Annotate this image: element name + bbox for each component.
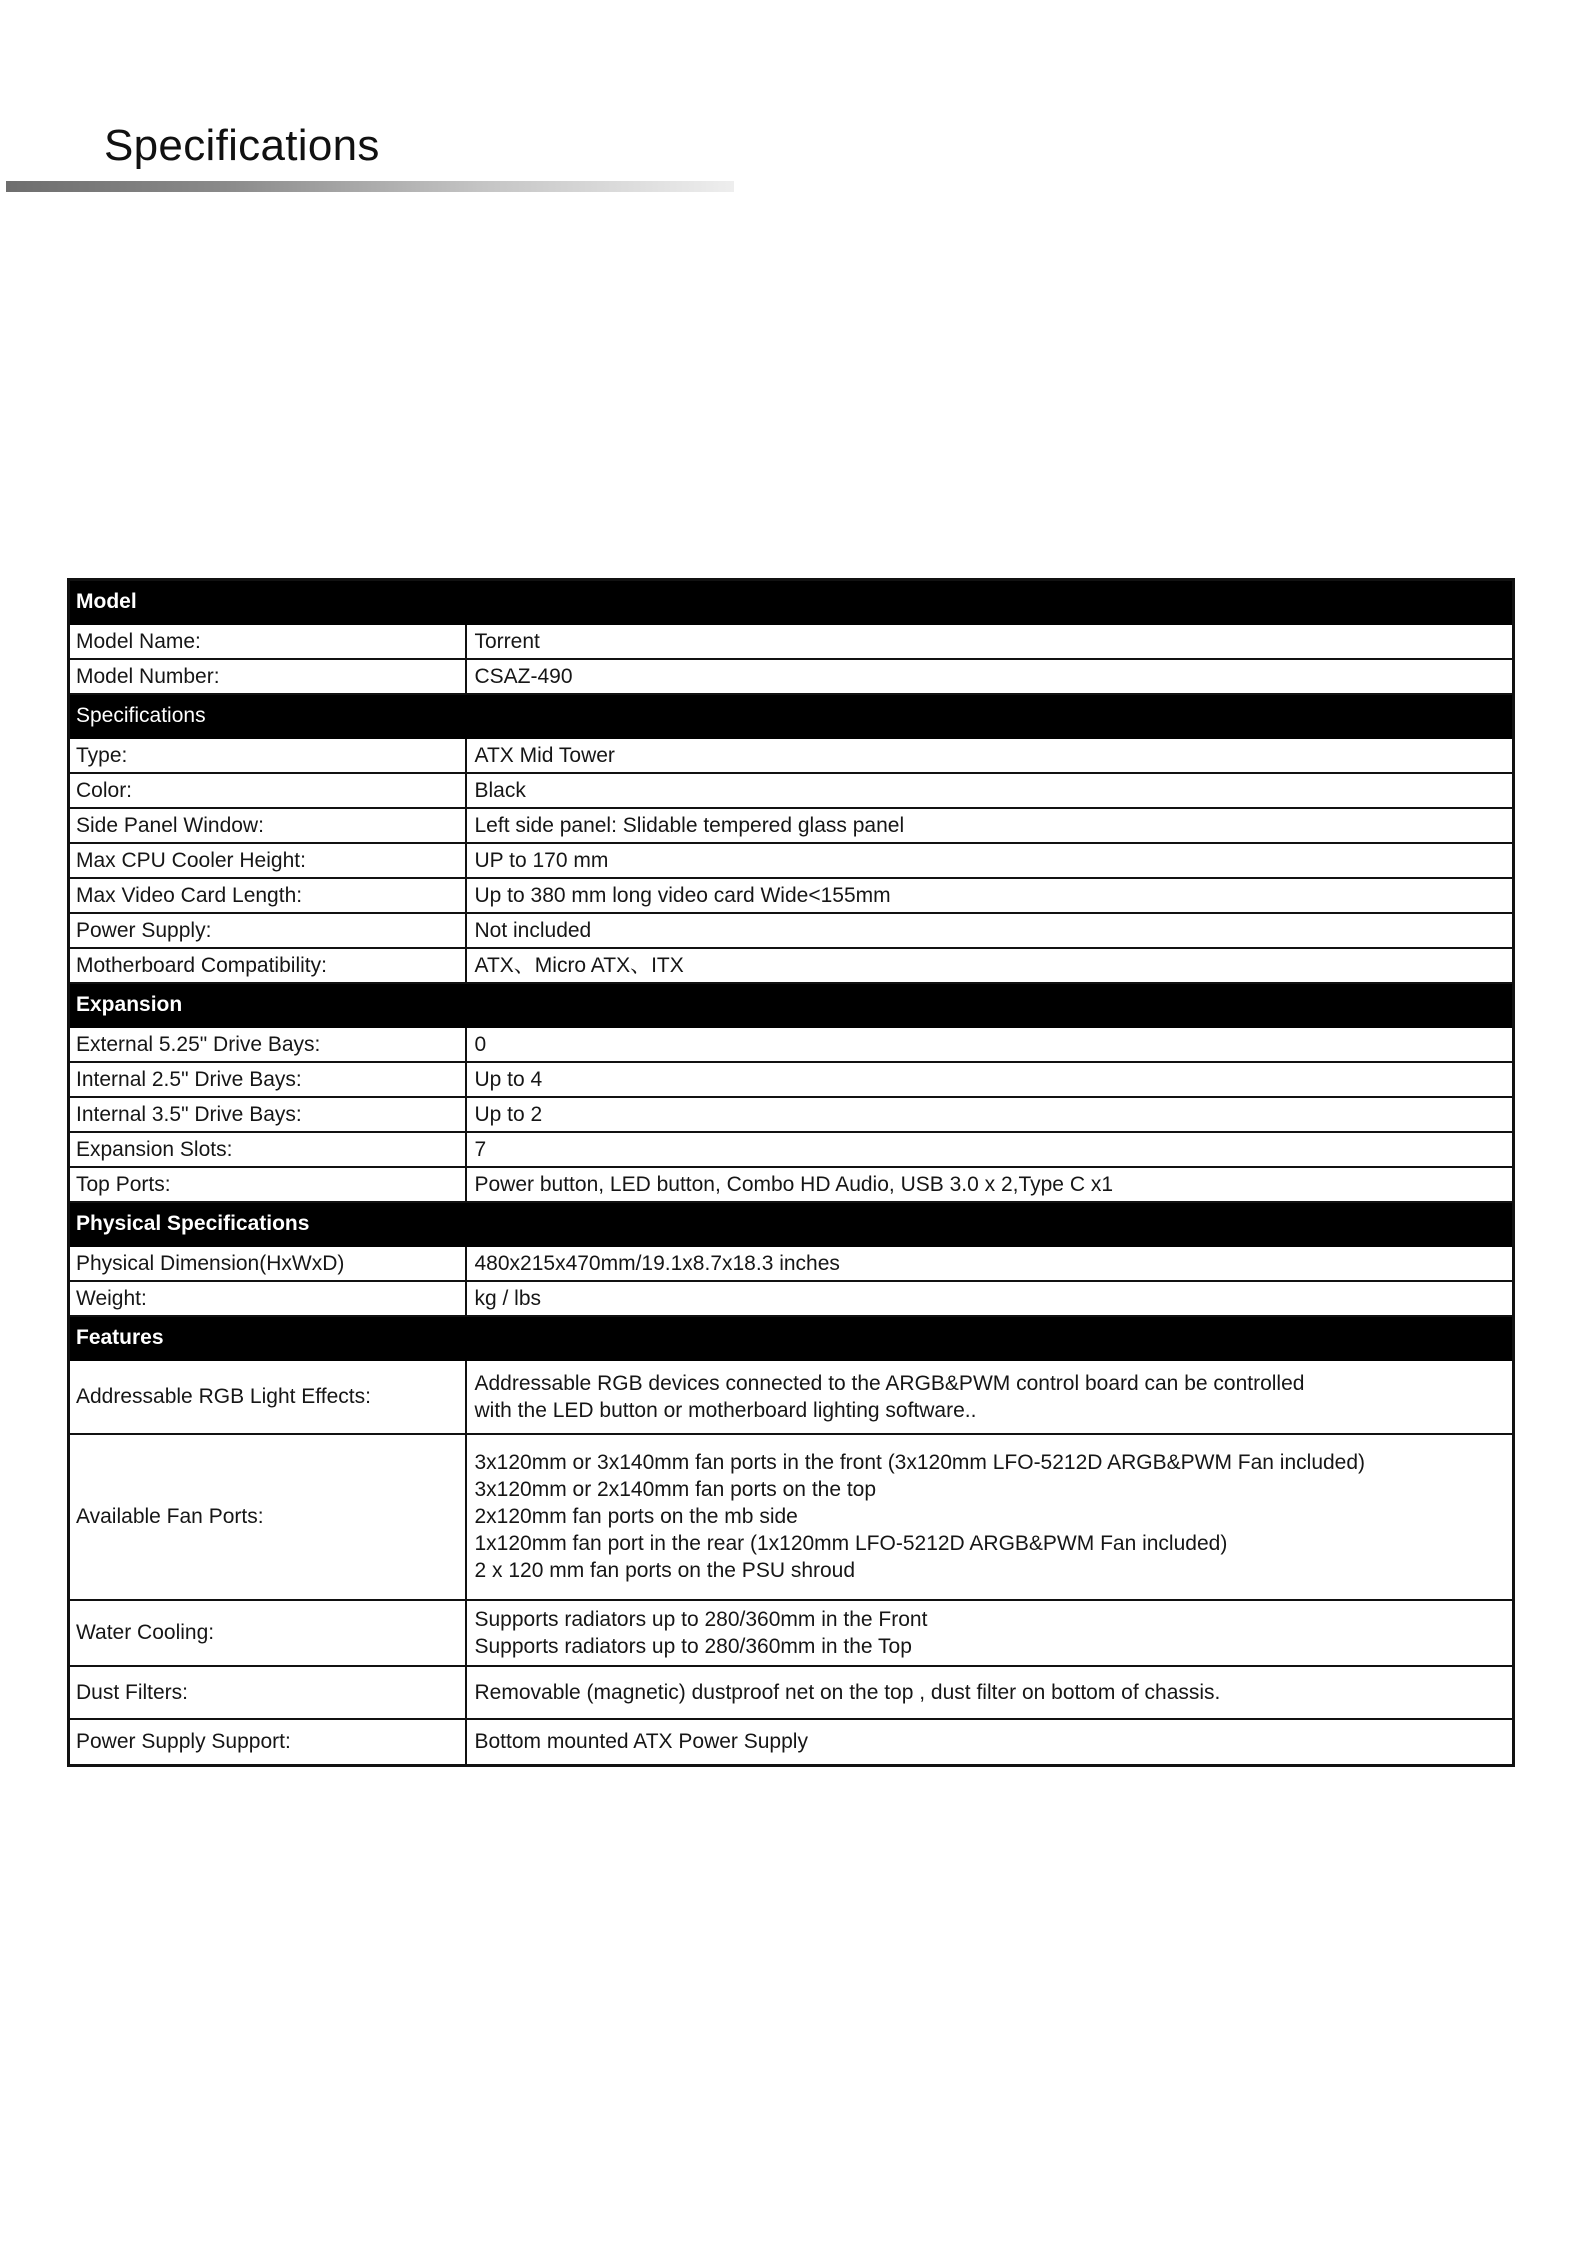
table-row [69, 1600, 1514, 1666]
table-row [69, 948, 1514, 983]
row-value: Up to 2 [466, 1097, 1514, 1132]
specifications-table [67, 578, 1515, 1767]
row-value: Bottom mounted ATX Power Supply [466, 1719, 1514, 1766]
row-value: Left side panel: Slidable tempered glass panel [466, 808, 1514, 843]
value-line: Addressable RGB devices connected to the ARGB&PWM control board can be controlled [474, 1371, 1305, 1395]
table-row [69, 1246, 1514, 1281]
row-label: Model Name: [69, 624, 466, 659]
section-header-physical-specifications [69, 1202, 1514, 1246]
row-value: ATX Mid Tower [466, 738, 1514, 773]
table-row [69, 624, 1514, 659]
row-label: Addressable RGB Light Effects: [69, 1360, 466, 1434]
row-value: Torrent [466, 624, 1514, 659]
row-value: 480x215x470mm/19.1x8.7x18.3 inches [466, 1246, 1514, 1281]
row-label: Power Supply Support: [69, 1719, 466, 1766]
row-label: Model Number: [69, 659, 466, 694]
table-row [69, 913, 1514, 948]
section-header-features [69, 1316, 1514, 1360]
row-value: UP to 170 mm [466, 843, 1514, 878]
row-label: Internal 3.5" Drive Bays: [69, 1097, 466, 1132]
row-value: Removable (magnetic) dustproof net on the top , dust filter on bottom of chassis. [466, 1666, 1514, 1719]
table-row [69, 1666, 1514, 1719]
row-label: Water Cooling: [69, 1600, 466, 1666]
table-row [69, 1027, 1514, 1062]
table-row [69, 1167, 1514, 1202]
row-label: Color: [69, 773, 466, 808]
table-row [69, 808, 1514, 843]
row-label: Max Video Card Length: [69, 878, 466, 913]
row-label: Power Supply: [69, 913, 466, 948]
value-line: 2x120mm fan ports on the mb side [474, 1505, 798, 1528]
table-row [69, 1132, 1514, 1167]
row-value: Black [466, 773, 1514, 808]
row-label: Side Panel Window: [69, 808, 466, 843]
row-label: Expansion Slots: [69, 1132, 466, 1167]
row-label: Internal 2.5" Drive Bays: [69, 1062, 466, 1097]
row-value: CSAZ-490 [466, 659, 1514, 694]
row-value [466, 1434, 1514, 1600]
page-title: Specifications [104, 121, 380, 170]
value-line: Supports radiators up to 280/360mm in the Top [474, 1634, 912, 1658]
row-value [466, 1360, 1514, 1434]
section-heading: Model [69, 580, 1514, 624]
section-heading: Physical Specifications [69, 1202, 1514, 1246]
row-label: Top Ports: [69, 1167, 466, 1202]
table-row [69, 1097, 1514, 1132]
section-header-expansion [69, 983, 1514, 1027]
row-value: Up to 4 [466, 1062, 1514, 1097]
row-value: Not included [466, 913, 1514, 948]
row-value [466, 1600, 1514, 1666]
row-value: 7 [466, 1132, 1514, 1167]
value-line: 1x120mm fan port in the rear (1x120mm LFO-5212D ARGB&PWM Fan included) [474, 1532, 1228, 1555]
table-row [69, 878, 1514, 913]
value-line: 2 x 120 mm fan ports on the PSU shroud [474, 1559, 856, 1582]
table-row [69, 738, 1514, 773]
row-value: Up to 380 mm long video card Wide<155mm [466, 878, 1514, 913]
row-label: Dust Filters: [69, 1666, 466, 1719]
table-row [69, 1719, 1514, 1766]
row-label: Motherboard Compatibility: [69, 948, 466, 983]
value-line: Supports radiators up to 280/360mm in the Front [474, 1607, 928, 1631]
table-row [69, 659, 1514, 694]
section-heading: Features [69, 1316, 1514, 1360]
section-header-specifications [69, 694, 1514, 738]
row-value: kg / lbs [466, 1281, 1514, 1316]
row-label: Physical Dimension(HxWxD) [69, 1246, 466, 1281]
row-value: Power button, LED button, Combo HD Audio, USB 3.0 x 2,Type C x1 [466, 1167, 1514, 1202]
row-label: Max CPU Cooler Height: [69, 843, 466, 878]
row-label: Type: [69, 738, 466, 773]
table-row [69, 1434, 1514, 1600]
row-value: ATX、Micro ATX、ITX [466, 948, 1514, 983]
table-row [69, 773, 1514, 808]
table-row [69, 843, 1514, 878]
title-underline-rule [6, 181, 734, 192]
row-label: External 5.25" Drive Bays: [69, 1027, 466, 1062]
row-label: Available Fan Ports: [69, 1434, 466, 1600]
table-row [69, 1062, 1514, 1097]
value-line: with the LED button or motherboard lighting software.. [474, 1398, 977, 1422]
table-row [69, 1281, 1514, 1316]
table-row [69, 1360, 1514, 1434]
section-heading: Specifications [69, 694, 1514, 738]
section-header-model [69, 580, 1514, 624]
row-label: Weight: [69, 1281, 466, 1316]
section-heading: Expansion [69, 983, 1514, 1027]
value-line: 3x120mm or 3x140mm fan ports in the front (3x120mm LFO-5212D ARGB&PWM Fan included) [474, 1451, 1366, 1474]
row-value: 0 [466, 1027, 1514, 1062]
value-line: 3x120mm or 2x140mm fan ports on the top [474, 1478, 877, 1501]
